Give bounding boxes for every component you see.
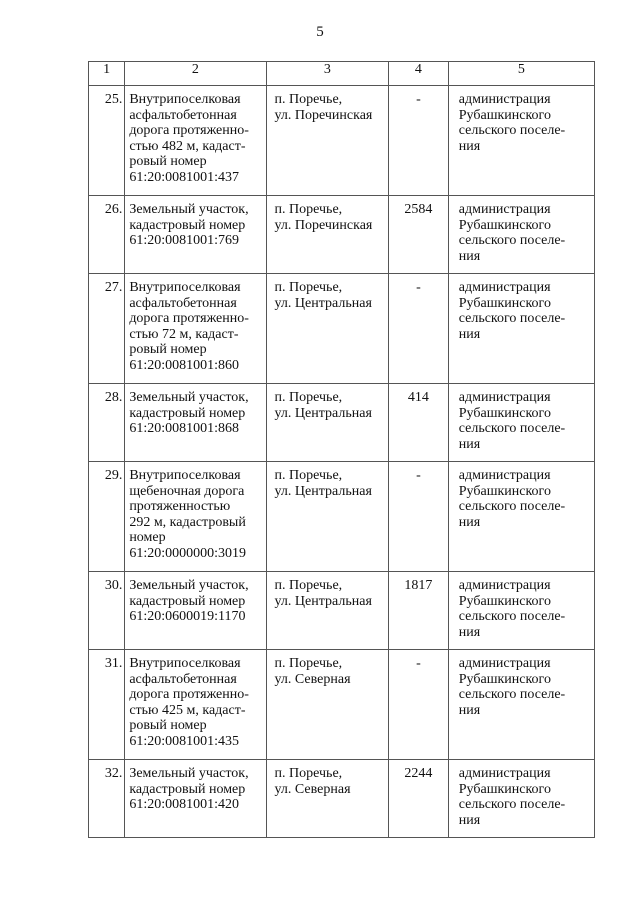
- object-name: Земельный участок, кадастровый номер 61:20:0081001:868: [129, 390, 249, 437]
- object-address: п. Поречье, ул. Поречинская: [274, 202, 373, 233]
- object-owner: администрация Рубашкинского сельского поселе- ния: [458, 202, 566, 264]
- row-number: 28.: [104, 390, 123, 405]
- table-row: [89, 384, 595, 462]
- row-number: 30.: [104, 578, 123, 593]
- object-owner: администрация Рубашкинского сельского поселе- ния: [458, 766, 566, 828]
- object-owner: администрация Рубашкинского сельского поселе- ния: [458, 578, 566, 640]
- row-number: 26.: [104, 202, 123, 217]
- table-row: [89, 86, 595, 196]
- property-table: [88, 61, 595, 838]
- object-address: п. Поречье, ул. Центральная: [274, 578, 372, 609]
- page-number: 5: [316, 24, 324, 40]
- object-address: п. Поречье, ул. Северная: [274, 656, 351, 687]
- object-address: п. Поречье, ул. Центральная: [274, 390, 372, 421]
- object-name: Внутрипоселковая щебеночная дорога протяженностью 292 м, кадастровый номер 61:20:0000000:3019: [129, 468, 246, 561]
- object-owner: администрация Рубашкинского сельского поселе- ния: [458, 92, 566, 154]
- object-name: Внутрипоселковая асфальтобетонная дорога протяженно- стью 425 м, кадаст- ровый номер 61:20:0081001:435: [129, 656, 249, 749]
- column-header: 2: [125, 62, 266, 86]
- row-number: 25.: [104, 92, 123, 107]
- object-owner: администрация Рубашкинского сельского поселе- ния: [458, 468, 566, 530]
- object-area: 414: [407, 390, 429, 405]
- object-owner: администрация Рубашкинского сельского поселе- ния: [458, 656, 566, 718]
- object-name: Внутрипоселковая асфальтобетонная дорога протяженно- стью 72 м, кадаст- ровый номер 61:20:0081001:860: [129, 280, 249, 373]
- column-header: 1: [89, 62, 125, 86]
- row-number: 31.: [104, 656, 123, 671]
- column-header: 4: [389, 62, 449, 86]
- object-name: Внутрипоселковая асфальтобетонная дорога протяженно- стью 482 м, кадаст- ровый номер 61:20:0081001:437: [129, 92, 249, 185]
- table-row: [89, 572, 595, 650]
- object-address: п. Поречье, ул. Центральная: [274, 280, 372, 311]
- table-row: [89, 462, 595, 572]
- row-number: 32.: [104, 766, 123, 781]
- object-area: -: [416, 92, 421, 107]
- table-row: [89, 650, 595, 760]
- object-owner: администрация Рубашкинского сельского поселе- ния: [458, 390, 566, 452]
- table-header-row: [89, 62, 595, 86]
- object-address: п. Поречье, ул. Северная: [274, 766, 351, 797]
- object-area: 1817: [404, 578, 433, 593]
- object-address: п. Поречье, ул. Поречинская: [274, 92, 373, 123]
- object-name: Земельный участок, кадастровый номер 61:20:0081001:769: [129, 202, 249, 249]
- table-row: [89, 196, 595, 274]
- row-number: 29.: [104, 468, 123, 483]
- object-area: -: [416, 468, 421, 483]
- column-header: 5: [448, 62, 594, 86]
- row-number: 27.: [104, 280, 123, 295]
- table-row: [89, 274, 595, 384]
- object-area: -: [416, 656, 421, 671]
- column-header: 3: [266, 62, 389, 86]
- object-area: 2244: [404, 766, 433, 781]
- object-owner: администрация Рубашкинского сельского поселе- ния: [458, 280, 566, 342]
- object-area: 2584: [404, 202, 433, 217]
- table-row: [89, 760, 595, 838]
- object-name: Земельный участок, кадастровый номер 61:20:0600019:1170: [129, 578, 249, 625]
- object-area: -: [416, 280, 421, 295]
- object-name: Земельный участок, кадастровый номер 61:20:0081001:420: [129, 766, 249, 813]
- object-address: п. Поречье, ул. Центральная: [274, 468, 372, 499]
